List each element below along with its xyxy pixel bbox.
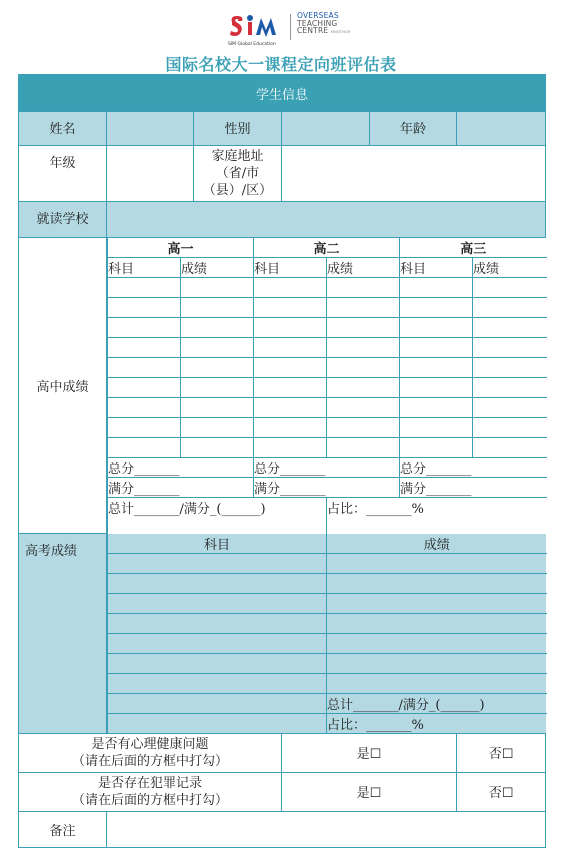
remarks-field[interactable] xyxy=(107,811,546,847)
row-name xyxy=(19,112,546,146)
hs-score-header-3: 成绩 xyxy=(473,258,547,278)
hs-input-cell[interactable] xyxy=(400,378,473,398)
hs-input-cell[interactable] xyxy=(181,338,254,358)
gk-input-cell[interactable] xyxy=(108,633,327,653)
hs-ratio[interactable]: 占比：_______% xyxy=(327,498,547,534)
assessment-form xyxy=(18,74,546,848)
school-field[interactable] xyxy=(107,202,546,238)
hs-subject-header-1: 科目 xyxy=(108,258,181,278)
hs-full-1[interactable]: 满分_______ xyxy=(108,478,254,498)
gk-input-cell[interactable] xyxy=(327,653,547,673)
hs-input-cell[interactable] xyxy=(400,318,473,338)
age-label: 年龄 xyxy=(370,112,457,146)
row-remarks xyxy=(19,811,546,847)
gk-input-cell[interactable] xyxy=(108,613,327,633)
hs-input-cell[interactable] xyxy=(327,418,400,438)
hs-input-cell[interactable] xyxy=(400,298,473,318)
hs-input-row xyxy=(108,378,547,398)
row-gk-scores xyxy=(19,534,546,734)
address-line-3: （县）/区） xyxy=(202,183,273,198)
gk-input-row xyxy=(108,593,547,613)
hs-input-cell[interactable] xyxy=(108,318,181,338)
hs-input-cell[interactable] xyxy=(400,418,473,438)
question-2-yes[interactable]: 是☐ xyxy=(282,772,457,811)
hs-input-cell[interactable] xyxy=(181,378,254,398)
ot-line-3-wrap xyxy=(297,27,350,35)
hs-input-cell[interactable] xyxy=(254,398,327,418)
page-title: 国际名校大一课程定向班评估表 xyxy=(165,55,397,74)
hs-input-cell[interactable] xyxy=(473,298,547,318)
hs-input-cell[interactable] xyxy=(473,278,547,298)
hs-total-3[interactable]: 总分_______ xyxy=(400,458,547,478)
hs-input-cell[interactable] xyxy=(108,278,181,298)
gk-header-row xyxy=(108,534,547,554)
grade-field[interactable] xyxy=(107,146,194,202)
address-line-1: 家庭地址 xyxy=(211,149,264,164)
gk-input-cell[interactable] xyxy=(327,673,547,693)
gk-input-cell[interactable] xyxy=(327,613,547,633)
hs-year-1: 高一 xyxy=(108,238,254,258)
hs-input-cell[interactable] xyxy=(473,358,547,378)
hs-input-cell[interactable] xyxy=(400,398,473,418)
age-field[interactable] xyxy=(457,112,546,146)
header xyxy=(0,0,562,76)
hs-input-cell[interactable] xyxy=(254,278,327,298)
gk-grid xyxy=(107,534,547,733)
hs-label: 高中成绩 xyxy=(19,238,107,534)
hs-col-header-row xyxy=(108,258,547,278)
hs-input-cell[interactable] xyxy=(181,358,254,378)
hs-input-cell[interactable] xyxy=(327,318,400,338)
hs-input-cell[interactable] xyxy=(108,298,181,318)
hs-input-cell[interactable] xyxy=(254,338,327,358)
gk-input-cell[interactable] xyxy=(108,653,327,673)
hs-input-cell[interactable] xyxy=(400,278,473,298)
hs-input-row xyxy=(108,358,547,378)
question-2-text: 是否存在犯罪记录 xyxy=(97,775,202,791)
gk-subject-blank[interactable] xyxy=(108,693,327,713)
hs-input-cell[interactable] xyxy=(181,438,254,458)
hs-input-cell[interactable] xyxy=(327,358,400,378)
row-school xyxy=(19,202,546,238)
hs-sum[interactable]: 总计_______/满分_(______) xyxy=(108,498,327,534)
hs-input-row xyxy=(108,338,547,358)
hs-input-cell[interactable] xyxy=(400,338,473,358)
hs-input-cell[interactable] xyxy=(181,418,254,438)
remarks-label: 备注 xyxy=(19,811,107,847)
hs-input-cell[interactable] xyxy=(254,298,327,318)
hs-input-rows xyxy=(108,278,547,458)
address-field[interactable] xyxy=(282,146,546,202)
gk-input-cell[interactable] xyxy=(327,553,547,573)
name-label: 姓名 xyxy=(19,112,107,146)
question-2 xyxy=(19,772,282,811)
question-1-text: 是否有心理健康问题 xyxy=(91,736,209,752)
hs-input-cell[interactable] xyxy=(181,278,254,298)
hs-full-2[interactable]: 满分_______ xyxy=(254,478,400,498)
question-2-hint: （请在后面的方框中打勾） xyxy=(71,792,228,808)
name-field[interactable] xyxy=(107,112,194,146)
hs-input-cell[interactable] xyxy=(327,278,400,298)
hs-input-row xyxy=(108,298,547,318)
hs-year-2: 高二 xyxy=(254,238,400,258)
logo-group xyxy=(228,11,351,47)
row-question-2 xyxy=(19,772,546,811)
question-2-no[interactable]: 否☐ xyxy=(457,772,546,811)
question-1-no[interactable]: 否☐ xyxy=(457,733,546,772)
hs-input-cell[interactable] xyxy=(108,358,181,378)
hs-subject-header-2: 科目 xyxy=(254,258,327,278)
gk-input-cell[interactable] xyxy=(327,573,547,593)
address-line-2: （省/市 xyxy=(215,166,260,181)
hs-full-3[interactable]: 满分_______ xyxy=(400,478,547,498)
row-question-1 xyxy=(19,733,546,772)
hs-input-cell[interactable] xyxy=(400,438,473,458)
gk-input-cell[interactable] xyxy=(108,553,327,573)
hs-input-cell[interactable] xyxy=(108,438,181,458)
ot-small: MNGTNGR xyxy=(330,30,351,35)
sim-logo-icon xyxy=(228,12,284,44)
hs-total-2[interactable]: 总分_______ xyxy=(254,458,400,478)
hs-grid-cell xyxy=(107,238,546,534)
gk-grid-cell xyxy=(107,534,546,734)
gender-field[interactable] xyxy=(282,112,370,146)
hs-input-cell[interactable] xyxy=(400,358,473,378)
sim-logo xyxy=(228,12,284,48)
question-1-yes[interactable]: 是☐ xyxy=(282,733,457,772)
hs-sum-row xyxy=(108,498,547,534)
gk-input-cell[interactable] xyxy=(108,673,327,693)
hs-input-row xyxy=(108,418,547,438)
question-1 xyxy=(19,733,282,772)
hs-input-cell[interactable] xyxy=(473,338,547,358)
hs-input-cell[interactable] xyxy=(108,398,181,418)
gk-input-row xyxy=(108,633,547,653)
hs-input-cell[interactable] xyxy=(181,318,254,338)
hs-score-header-1: 成绩 xyxy=(181,258,254,278)
gk-ratio-row xyxy=(108,713,547,733)
hs-year-row xyxy=(108,238,547,258)
hs-input-cell[interactable] xyxy=(181,298,254,318)
hs-input-cell[interactable] xyxy=(254,358,327,378)
hs-total-1[interactable]: 总分_______ xyxy=(108,458,254,478)
gk-input-rows xyxy=(108,553,547,693)
hs-total-row xyxy=(108,458,547,478)
hs-input-row xyxy=(108,318,547,338)
hs-input-cell[interactable] xyxy=(473,418,547,438)
hs-input-row xyxy=(108,398,547,418)
hs-input-cell[interactable] xyxy=(473,378,547,398)
hs-input-cell[interactable] xyxy=(473,318,547,338)
hs-score-header-2: 成绩 xyxy=(327,258,400,278)
hs-year-3: 高三 xyxy=(400,238,547,258)
hs-input-cell[interactable] xyxy=(327,298,400,318)
hs-input-row xyxy=(108,278,547,298)
hs-input-cell[interactable] xyxy=(108,338,181,358)
gender-label: 性别 xyxy=(194,112,282,146)
hs-grid xyxy=(107,238,547,534)
hs-input-cell[interactable] xyxy=(327,438,400,458)
hs-full-row xyxy=(108,478,547,498)
hs-input-cell[interactable] xyxy=(254,318,327,338)
hs-input-cell[interactable] xyxy=(108,418,181,438)
gk-sum[interactable]: 总计_______/满分_(______) xyxy=(327,693,547,713)
sim-subtitle: SIM Global Education xyxy=(228,42,276,47)
hs-input-cell[interactable] xyxy=(327,378,400,398)
row-grade xyxy=(19,146,546,202)
hs-input-cell[interactable] xyxy=(108,378,181,398)
question-1-hint: （请在后面的方框中打勾） xyxy=(71,753,228,769)
school-label: 就读学校 xyxy=(19,202,107,238)
address-label xyxy=(194,146,282,202)
hs-input-cell[interactable] xyxy=(254,378,327,398)
section-student-info: 学生信息 xyxy=(19,75,546,112)
hs-input-cell[interactable] xyxy=(254,418,327,438)
gk-sum-row xyxy=(108,693,547,713)
gk-label: 高考成绩 xyxy=(19,534,107,734)
logo-divider xyxy=(290,14,291,40)
hs-subject-header-3: 科目 xyxy=(400,258,473,278)
hs-input-cell[interactable] xyxy=(473,438,547,458)
gk-input-row xyxy=(108,653,547,673)
ot-line-3: CENTRE xyxy=(297,26,329,36)
hs-input-cell[interactable] xyxy=(254,438,327,458)
gk-subject-blank-2[interactable] xyxy=(108,713,327,733)
gk-input-cell[interactable] xyxy=(108,573,327,593)
gk-input-cell[interactable] xyxy=(108,593,327,613)
gk-ratio[interactable]: 占比：_______% xyxy=(327,713,547,733)
gk-input-row xyxy=(108,613,547,633)
gk-input-row xyxy=(108,573,547,593)
hs-input-cell[interactable] xyxy=(181,398,254,418)
ot-line-2: TEACHING xyxy=(297,18,338,28)
gk-score-header: 成绩 xyxy=(327,534,547,554)
hs-input-cell[interactable] xyxy=(473,398,547,418)
gk-input-row xyxy=(108,673,547,693)
overseas-teaching-logo xyxy=(297,12,350,35)
grade-label: 年级 xyxy=(19,146,107,202)
gk-subject-header: 科目 xyxy=(108,534,327,554)
hs-input-cell[interactable] xyxy=(327,338,400,358)
gk-input-cell[interactable] xyxy=(327,633,547,653)
hs-input-cell[interactable] xyxy=(327,398,400,418)
hs-input-row xyxy=(108,438,547,458)
gk-input-cell[interactable] xyxy=(327,593,547,613)
row-hs-scores xyxy=(19,238,546,534)
gk-input-row xyxy=(108,553,547,573)
ot-line-1: OVERSEAS xyxy=(297,11,339,20)
section-header-row xyxy=(19,75,546,112)
